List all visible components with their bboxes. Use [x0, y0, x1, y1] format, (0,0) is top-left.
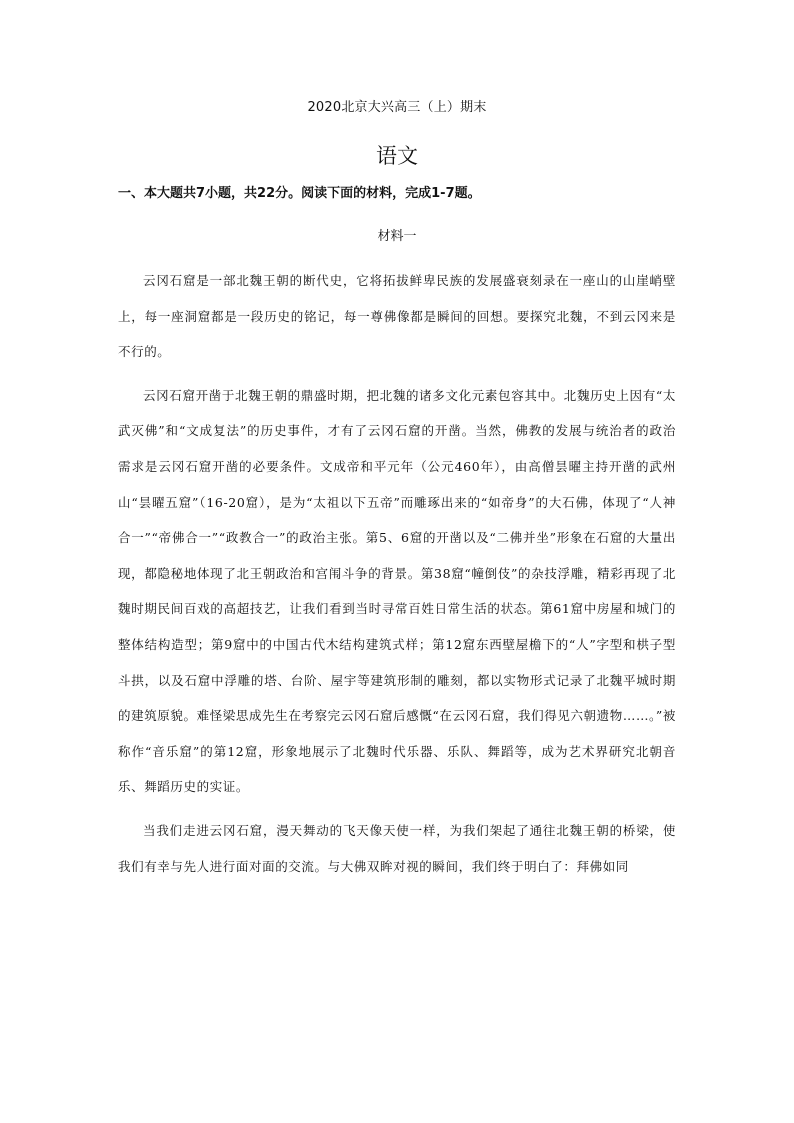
paragraph: 当我们走进云冈石窟，漫天舞动的飞天像天使一样，为我们架起了通往北魏王朝的桥梁，使我们有幸与先人进行面对面的交流。与大佛双眸对视的瞬间，我们终于明白了：拜佛如同 — [118, 822, 676, 874]
paragraph: 云冈石窟是一部北魏王朝的断代史，它将拓拔鲜卑民族的发展盛衰刻录在一座山的山崖峭壁上，每一座洞窟都是一段历史的铭记，每一尊佛像都是瞬间的回想。要探究北魏，不到云冈来是不行的。 — [118, 273, 676, 360]
exam-header: 2020北京大兴高三（上）期末 — [307, 100, 487, 115]
paragraph: 云冈石窟开凿于北魏王朝的鼎盛时期，把北魏的诸多文化元素包容其中。北魏历史上因有“太武灭佛”和“文成复法”的历史事件，才有了云冈石窟的开凿。当然，佛教的发展与统治者的政治需求是云冈石窟开凿的必要条件。文成帝和平元年（公元460年），由高僧昙曜主持开凿的武州山“昙曜五窟”（16-20窟），是为“太祖以下五帝”而雕琢出来的“如帝身”的大石佛，体现了“人神合一”“帝佛合一”“政教合一”的政治主张。第5、6窟的开凿以及“二佛并坐”形象在石窟的大量出现，都隐秘地体现了北王朝政治和宫闱斗争的背景。第38窟“幢倒伎”的杂技浮雕，精彩再现了北魏时期民间百戏的高超技艺，让我们看到当时寻常百姓日常生活的状态。第61窟中房屋和城门的整体结构造型；第9窟中的中国古代木结构建筑式样；第12窟东西壁屋檐下的“人”字型和栱子型斗拱，以及石窟中浮雕的塔、台阶、屋宇等建筑形制的雕刻，都以实物形式记录了北魏平城时期的建筑原貌。难怪梁思成先生在考察完云冈石窟后感慨“在云冈石窟，我们得见六朝遗物……。”被称作“音乐窟”的第12窟，形象地展示了北魏时代乐器、乐队、舞蹈等，成为艺术界研究北朝音乐、舞蹈历史的实证。 — [118, 387, 676, 795]
passage-body — [118, 263, 676, 892]
section-heading: 一、本大题共7小题，共22分。阅读下面的材料，完成1-7题。 — [118, 186, 481, 201]
material-title: 材料一 — [377, 229, 417, 244]
subject-title: 语文 — [376, 144, 418, 168]
